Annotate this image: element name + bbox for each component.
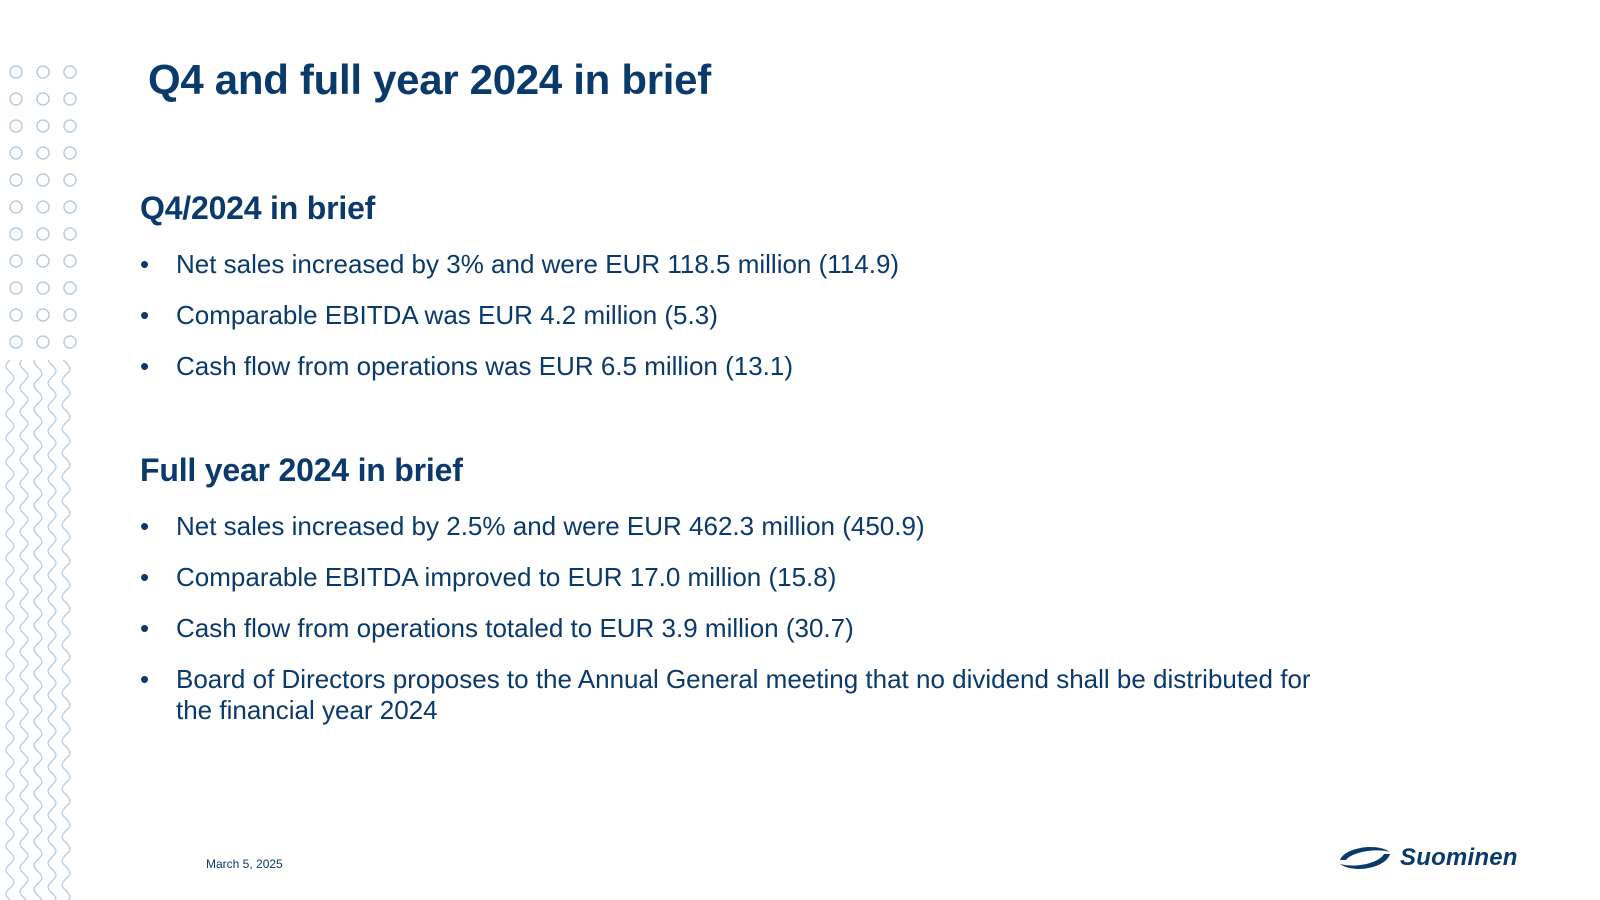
bullet-icon: • <box>140 511 150 541</box>
bullet-text: Cash flow from operations was EUR 6.5 million (13.1) <box>176 351 794 381</box>
bullet-text: Cash flow from operations totaled to EUR 3.9 million (30.7) <box>176 613 854 643</box>
q4-bullet-list <box>140 249 1340 382</box>
full-year-bullet-list <box>140 511 1340 726</box>
bullet-icon: • <box>140 351 150 381</box>
list-item <box>140 613 1340 644</box>
wave-line <box>34 360 42 900</box>
full-year-heading: Full year 2024 in brief <box>140 452 463 488</box>
list-item <box>140 249 1340 280</box>
list-item <box>140 511 1340 542</box>
suominen-logo-icon <box>1336 840 1394 876</box>
list-item <box>140 562 1340 593</box>
bullet-icon: • <box>140 562 150 592</box>
bullet-text: Net sales increased by 3% and were EUR 118.5 million (114.9) <box>176 249 900 279</box>
list-item <box>140 351 1340 382</box>
company-logo <box>1336 840 1546 880</box>
bullet-text: Net sales increased by 2.5% and were EUR 462.3 million (450.9) <box>176 511 925 541</box>
wave-line <box>62 360 70 900</box>
wave-line <box>20 360 28 900</box>
wave-line <box>48 360 56 900</box>
bullet-text: Board of Directors proposes to the Annual General meeting that no dividend shall be distributed for the financial year 2024 <box>176 664 1311 725</box>
list-item <box>140 664 1340 726</box>
bullet-text: Comparable EBITDA was EUR 4.2 million (5.3) <box>176 300 718 330</box>
decorative-pattern <box>0 60 90 900</box>
footer-date: March 5, 2025 <box>206 857 283 871</box>
q4-heading: Q4/2024 in brief <box>140 190 376 226</box>
bullet-icon: • <box>140 300 150 330</box>
list-item <box>140 300 1340 331</box>
bullet-icon: • <box>140 664 150 694</box>
bullet-icon: • <box>140 249 150 279</box>
wave-lines <box>6 360 70 900</box>
bullet-text: Comparable EBITDA improved to EUR 17.0 million (15.8) <box>176 562 837 592</box>
page-title: Q4 and full year 2024 in brief <box>148 56 711 103</box>
wave-line <box>6 360 14 900</box>
logo-wordmark: Suominen <box>1400 844 1518 871</box>
q4-section <box>140 190 1340 402</box>
bullet-icon: • <box>140 613 150 643</box>
full-year-section <box>140 452 1340 746</box>
dot-grid <box>10 66 76 348</box>
